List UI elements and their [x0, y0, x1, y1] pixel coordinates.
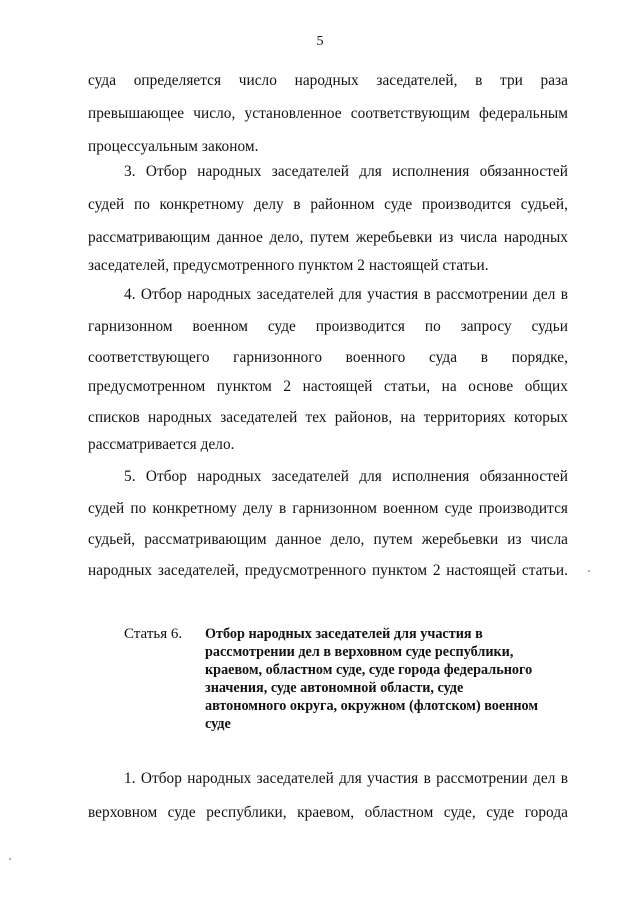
text-line: заседателей, предусмотренного пунктом 2 настоящей статьи. — [88, 257, 489, 274]
text-line: верховном суде республики, краевом, областном суде, суде города — [88, 804, 568, 821]
article-title-line: краевом, областном суде, суде города федерального — [205, 662, 533, 678]
article-prefix: Статья 6. — [124, 626, 183, 642]
article-title-line: автономного округа, окружном (флотском) военном — [205, 698, 539, 714]
text-line: 1. Отбор народных заседателей для участия в рассмотрении дел в — [124, 770, 568, 787]
text-line: 3. Отбор народных заседателей для исполнения обязанностей — [124, 163, 568, 180]
text-line: народных заседателей, предусмотренного пунктом 2 настоящей статьи. — [88, 562, 568, 579]
text-line: судей по конкретному делу в районном суде производится судьей, — [88, 196, 568, 213]
scan-speck — [588, 570, 590, 572]
article-title-line: значения, суде автономной области, суде — [205, 680, 464, 696]
text-line: судьей, рассматривающим данное дело, путем жеребьевки из числа — [88, 531, 568, 548]
scan-speck — [9, 858, 11, 860]
article-title-line: рассмотрении дел в верховном суде республики, — [205, 644, 514, 660]
text-line: предусмотренном пунктом 2 настоящей статьи, на основе общих — [88, 378, 568, 395]
text-line: 4. Отбор народных заседателей для участия в рассмотрении дел в — [124, 286, 568, 303]
text-line: соответствующего гарнизонного военного суда в порядке, — [88, 349, 568, 366]
text-line: 5. Отбор народных заседателей для исполнения обязанностей — [124, 468, 568, 485]
text-line: рассматривающим данное дело, путем жеребьевки из числа народных — [88, 229, 568, 246]
text-line: гарнизонном военном суде производится по запросу судьи — [88, 318, 568, 335]
article-title-line: Отбор народных заседателей для участия в — [205, 626, 483, 642]
text-line: процессуальным законом. — [88, 138, 259, 155]
text-line: суда определяется число народных заседателей, в три раза — [88, 72, 568, 89]
article-title-line: суде — [205, 716, 231, 732]
text-line: превышающее число, установленное соответствующим федеральным — [88, 105, 568, 122]
text-line: списков народных заседателей тех районов, на территориях которых — [88, 409, 568, 426]
text-line: судей по конкретному делу в гарнизонном военном суде производится — [88, 500, 568, 517]
text-line: рассматривается дело. — [88, 436, 235, 453]
article-title — [205, 625, 539, 733]
page-number: 5 — [316, 34, 324, 49]
